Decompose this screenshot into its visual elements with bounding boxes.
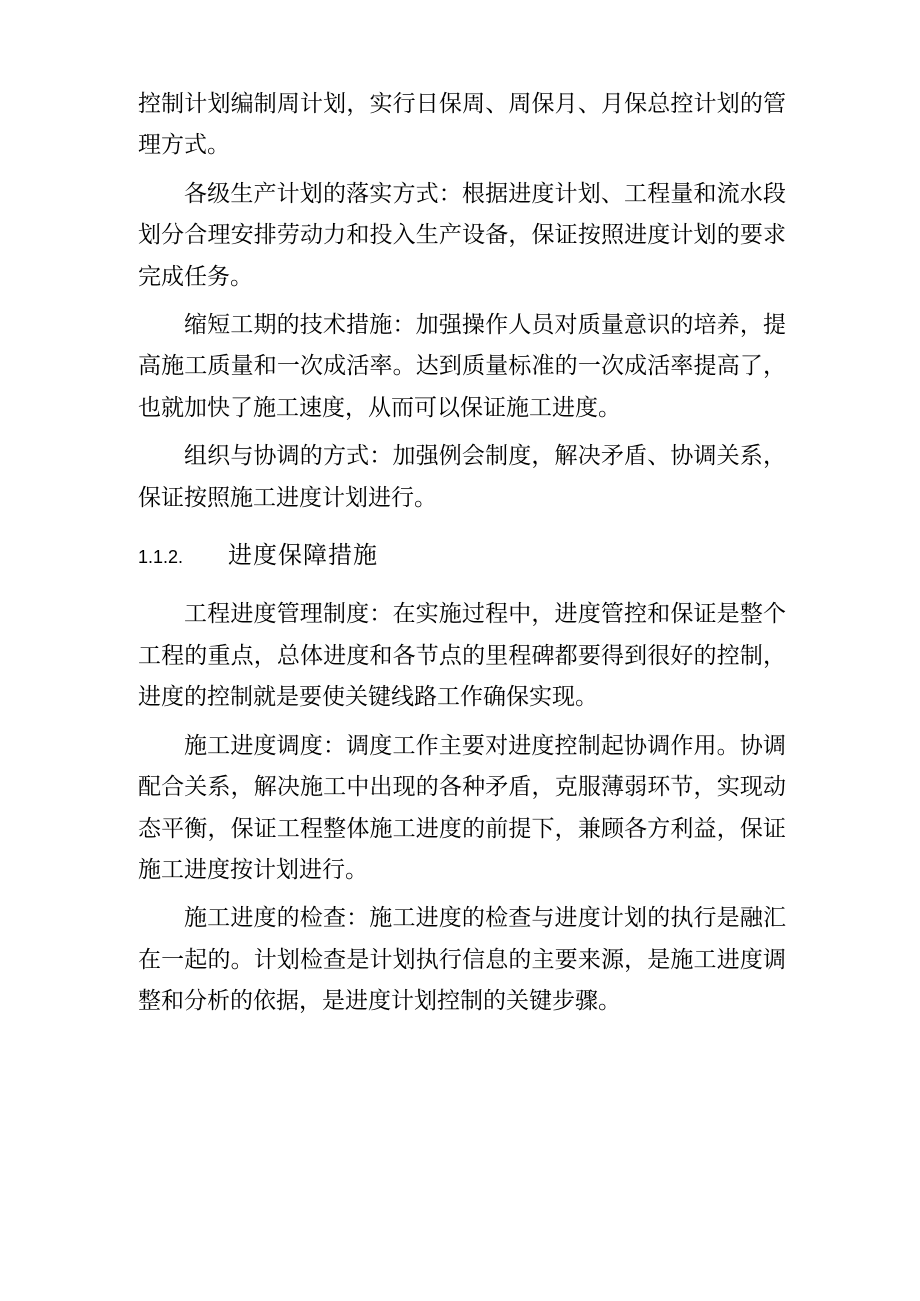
section-title: 进度保障措施 bbox=[228, 541, 378, 570]
section-heading bbox=[138, 535, 786, 578]
paragraph-coordination: 组织与协调的方式：加强例会制度，解决矛盾、协调关系，保证按照施工进度计划进行。 bbox=[138, 443, 786, 511]
paragraph-continued-plan: 控制计划编制周计划，实行日保周、周保月、月保总控计划的管理方式。 bbox=[138, 91, 786, 159]
paragraph-scheduling: 施工进度调度：调度工作主要对进度控制起协调作用。协调配合关系，解决施工中出现的各种矛盾，克服薄弱环节，实现动态平衡，保证工程整体施工进度的前提下，兼顾各方利益，保证施工进度按计划进行。 bbox=[138, 732, 786, 883]
document-body bbox=[138, 84, 786, 1030]
paragraph-technical-measures: 缩短工期的技术措施：加强操作人员对质量意识的培养，提高施工质量和一次成活率。达到质量标准的一次成活率提高了，也就加快了施工速度，从而可以保证施工进度。 bbox=[138, 312, 786, 421]
paragraph-production-plan: 各级生产计划的落实方式：根据进度计划、工程量和流水段划分合理安排劳动力和投入生产设备，保证按照进度计划的要求完成任务。 bbox=[138, 180, 786, 290]
paragraph-progress-management: 工程进度管理制度：在实施过程中，进度管控和保证是整个工程的重点，总体进度和各节点的里程碑都要得到很好的控制，进度的控制就是要使关键线路工作确保实现。 bbox=[138, 601, 786, 711]
paragraph-progress-inspection: 施工进度的检查：施工进度的检查与进度计划的执行是融汇在一起的。计划检查是计划执行信息的主要来源，是施工进度调整和分析的依据，是进度计划控制的关键步骤。 bbox=[138, 905, 786, 1015]
section-number: 1.1.2. bbox=[138, 547, 184, 568]
